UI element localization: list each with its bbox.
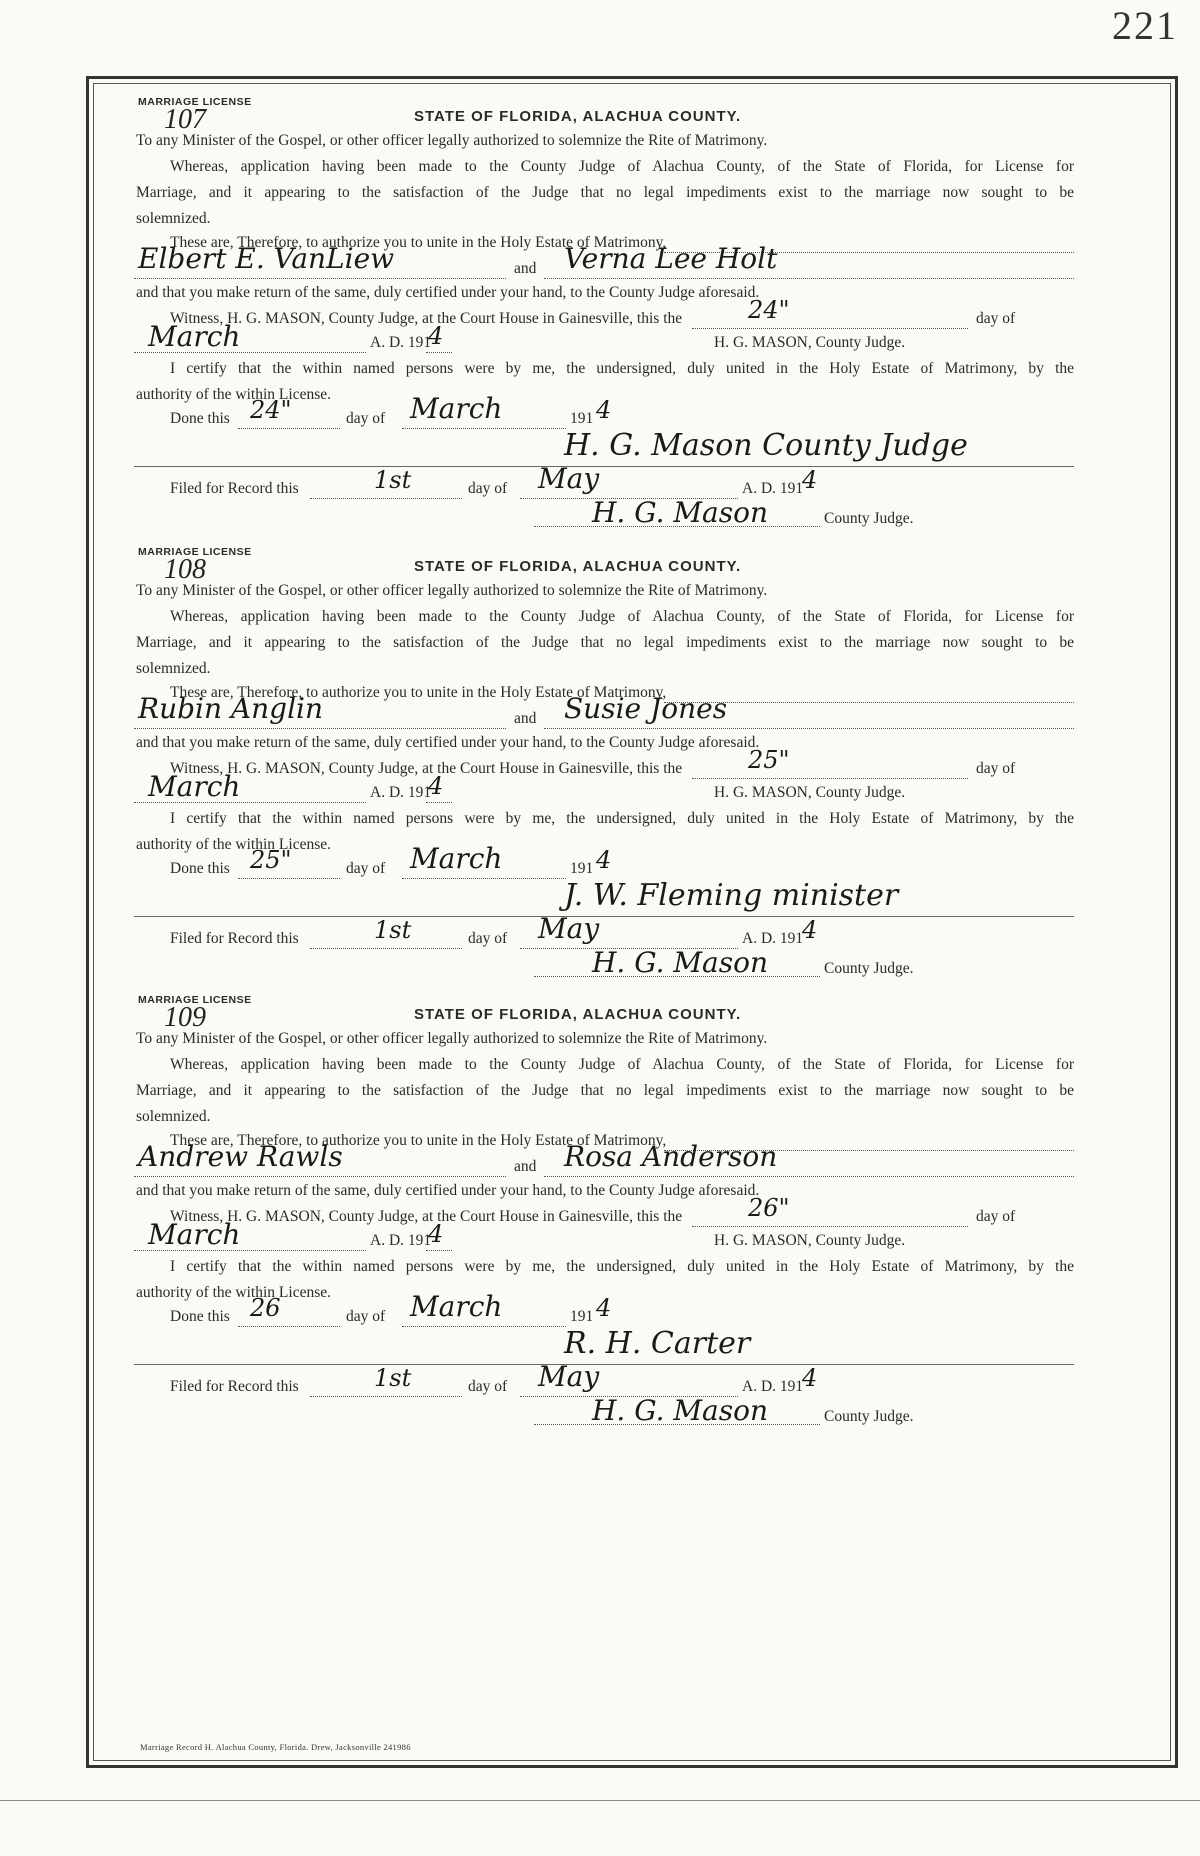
return-line: and that you make return of the same, duly certified under your hand, to the County Judge aforesaid. (136, 734, 760, 751)
ad-label: A. D. 191 (370, 334, 432, 351)
groom-name: Andrew Rawls (138, 1140, 343, 1173)
page-number: 221 (1112, 3, 1178, 48)
filed-month: May (538, 462, 600, 495)
day-of-label: day of (976, 760, 1016, 777)
ad-label: A. D. 191 (370, 784, 432, 801)
done-month-line (402, 1326, 566, 1327)
filed-year: 4 (802, 466, 818, 494)
recorder-signature: H. G. Mason (592, 1394, 769, 1427)
whereas-line-2: Marriage, and it appearing to the satisfaction of the Judge that no legal impediments exist to the marriage now sought to be (136, 1082, 1074, 1099)
witness-day-line (692, 328, 968, 329)
filed-day-of-label: day of (468, 930, 508, 947)
done-day-line (238, 428, 340, 429)
groom-line (134, 728, 506, 729)
done-month: March (410, 392, 503, 425)
done-day-of-label: day of (346, 860, 386, 877)
authority-line: authority of the within License. (136, 386, 331, 403)
filed-day-line (310, 948, 462, 949)
officiant-signature: R. H. Carter (564, 1326, 751, 1361)
bride-name: Verna Lee Holt (564, 242, 778, 275)
witness-line: Witness, H. G. MASON, County Judge, at the Court House in Gainesville, this the (170, 760, 683, 777)
whereas-line-3: solemnized. (136, 660, 211, 677)
year-line (426, 1250, 452, 1251)
filed-year: 4 (802, 916, 818, 944)
signature-rule (134, 916, 1074, 917)
whereas-line-2: Marriage, and it appearing to the satisfaction of the Judge that no legal impediments exist to the marriage now sought to be (136, 184, 1074, 201)
filed-day: 1st (374, 1364, 412, 1392)
filed-year: 4 (802, 1364, 818, 1392)
witness-day: 26" (748, 1194, 790, 1222)
filed-day: 1st (374, 466, 412, 494)
license-label: MARRIAGE LICENSE (138, 96, 252, 108)
groom-line (134, 278, 506, 279)
filed-ad-label: A. D. 191 (742, 930, 804, 947)
state-heading: STATE OF FLORIDA, ALACHUA COUNTY. (414, 1006, 742, 1023)
witness-year: 4 (428, 772, 444, 800)
address-line: To any Minister of the Gospel, or other officer legally authorized to solemnize the Rite of Matrimony. (136, 1030, 768, 1047)
whereas-line-1: Whereas, application having been made to the County Judge of Alachua County, of the State of Florida, for License for (170, 608, 1074, 625)
filed-label: Filed for Record this (170, 480, 299, 497)
month-line (134, 352, 366, 353)
recorder-signature: H. G. Mason (592, 946, 769, 979)
done-this-label: Done this (170, 1308, 230, 1325)
license-number: 108 (164, 554, 206, 585)
whereas-line-1: Whereas, application having been made to the County Judge of Alachua County, of the State of Florida, for License for (170, 158, 1074, 175)
filed-day-line (310, 1396, 462, 1397)
done-yr-label: 191 (570, 860, 594, 877)
witness-month: March (148, 1218, 241, 1251)
bride-line (544, 728, 1074, 729)
witness-month: March (148, 320, 241, 353)
authorize-line: These are, Therefore, to authorize you to unite in the Holy Estate of Matrimony, (170, 1132, 667, 1149)
judge-line: H. G. MASON, County Judge. (714, 1232, 906, 1249)
ad-label: A. D. 191 (370, 1232, 432, 1249)
month-line (134, 1250, 366, 1251)
page-edge (0, 1800, 1200, 1801)
filed-month: May (538, 1360, 600, 1393)
certify-line: I certify that the within named persons were by me, the undersigned, duly united in the Holy Estate of Matrimony, by the (170, 810, 1074, 827)
witness-line: Witness, H. G. MASON, County Judge, at the Court House in Gainesville, this the (170, 310, 683, 327)
done-month: March (410, 1290, 503, 1323)
authority-line: authority of the within License. (136, 1284, 331, 1301)
address-line: To any Minister of the Gospel, or other officer legally authorized to solemnize the Rite of Matrimony. (136, 132, 768, 149)
state-heading: STATE OF FLORIDA, ALACHUA COUNTY. (414, 108, 742, 125)
license-label: MARRIAGE LICENSE (138, 994, 252, 1006)
certify-line: I certify that the within named persons were by me, the undersigned, duly united in the Holy Estate of Matrimony, by the (170, 1258, 1074, 1275)
authorize-line: These are, Therefore, to authorize you to unite in the Holy Estate of Matrimony, (170, 684, 667, 701)
month-line (134, 802, 366, 803)
officiant-signature: H. G. Mason County Judge (564, 428, 968, 463)
witness-day-line (692, 778, 968, 779)
whereas-line-3: solemnized. (136, 210, 211, 227)
marriage-license (134, 994, 1074, 1434)
filed-ad-label: A. D. 191 (742, 1378, 804, 1395)
county-judge-label: County Judge. (824, 960, 914, 977)
done-this-label: Done this (170, 860, 230, 877)
groom-name: Elbert E. VanLiew (138, 242, 395, 275)
done-year: 4 (596, 1294, 612, 1322)
witness-year: 4 (428, 1220, 444, 1248)
county-judge-label: County Judge. (824, 510, 914, 527)
groom-name: Rubin Anglin (138, 692, 324, 725)
license-label: MARRIAGE LICENSE (138, 546, 252, 558)
witness-line: Witness, H. G. MASON, County Judge, at the Court House in Gainesville, this the (170, 1208, 683, 1225)
authorize-line: These are, Therefore, to authorize you to unite in the Holy Estate of Matrimony, (170, 234, 667, 251)
recorder-signature: H. G. Mason (592, 496, 769, 529)
year-line (426, 802, 452, 803)
witness-day: 25" (748, 746, 790, 774)
groom-line (134, 1176, 506, 1177)
filed-label: Filed for Record this (170, 930, 299, 947)
bride-name: Rosa Anderson (564, 1140, 778, 1173)
filed-day-of-label: day of (468, 480, 508, 497)
filed-month: May (538, 912, 600, 945)
filed-day-of-label: day of (468, 1378, 508, 1395)
address-line: To any Minister of the Gospel, or other officer legally authorized to solemnize the Rite of Matrimony. (136, 582, 768, 599)
and-label: and (514, 710, 537, 727)
bride-line (544, 278, 1074, 279)
done-year: 4 (596, 396, 612, 424)
whereas-line-3: solemnized. (136, 1108, 211, 1125)
day-of-label: day of (976, 1208, 1016, 1225)
whereas-line-1: Whereas, application having been made to the County Judge of Alachua County, of the State of Florida, for License for (170, 1056, 1074, 1073)
license-number: 107 (164, 104, 206, 135)
witness-day-line (692, 1226, 968, 1227)
and-label: and (514, 1158, 537, 1175)
done-this-label: Done this (170, 410, 230, 427)
filed-ad-label: A. D. 191 (742, 480, 804, 497)
day-of-label: day of (976, 310, 1016, 327)
authority-line: authority of the within License. (136, 836, 331, 853)
witness-day: 24" (748, 296, 790, 324)
done-month: March (410, 842, 503, 875)
state-heading: STATE OF FLORIDA, ALACHUA COUNTY. (414, 558, 742, 575)
judge-line: H. G. MASON, County Judge. (714, 784, 906, 801)
county-judge-label: County Judge. (824, 1408, 914, 1425)
bride-name: Susie Jones (564, 692, 728, 725)
filed-label: Filed for Record this (170, 1378, 299, 1395)
done-day: 24" (250, 396, 292, 424)
filed-day: 1st (374, 916, 412, 944)
done-day-of-label: day of (346, 1308, 386, 1325)
done-month-line (402, 428, 566, 429)
judge-line: H. G. MASON, County Judge. (714, 334, 906, 351)
signature-rule (134, 1364, 1074, 1365)
return-line: and that you make return of the same, duly certified under your hand, to the County Judge aforesaid. (136, 284, 760, 301)
witness-year: 4 (428, 322, 444, 350)
filed-day-line (310, 498, 462, 499)
and-label: and (514, 260, 537, 277)
license-number: 109 (164, 1002, 206, 1033)
done-day-line (238, 878, 340, 879)
done-yr-label: 191 (570, 410, 594, 427)
officiant-signature: J. W. Fleming minister (564, 878, 899, 913)
done-year: 4 (596, 846, 612, 874)
marriage-license (134, 96, 1074, 536)
done-day: 26 (250, 1294, 281, 1322)
bride-line (544, 1176, 1074, 1177)
return-line: and that you make return of the same, duly certified under your hand, to the County Judge aforesaid. (136, 1182, 760, 1199)
done-day-of-label: day of (346, 410, 386, 427)
printer-footer: Marriage Record H. Alachua County, Florida. Drew, Jacksonville 241986 (140, 1742, 411, 1752)
done-day: 25" (250, 846, 292, 874)
witness-month: March (148, 770, 241, 803)
done-month-line (402, 878, 566, 879)
certify-line: I certify that the within named persons were by me, the undersigned, duly united in the Holy Estate of Matrimony, by the (170, 360, 1074, 377)
marriage-license (134, 546, 1074, 986)
year-line (426, 352, 452, 353)
done-day-line (238, 1326, 340, 1327)
whereas-line-2: Marriage, and it appearing to the satisfaction of the Judge that no legal impediments exist to the marriage now sought to be (136, 634, 1074, 651)
signature-rule (134, 466, 1074, 467)
done-yr-label: 191 (570, 1308, 594, 1325)
